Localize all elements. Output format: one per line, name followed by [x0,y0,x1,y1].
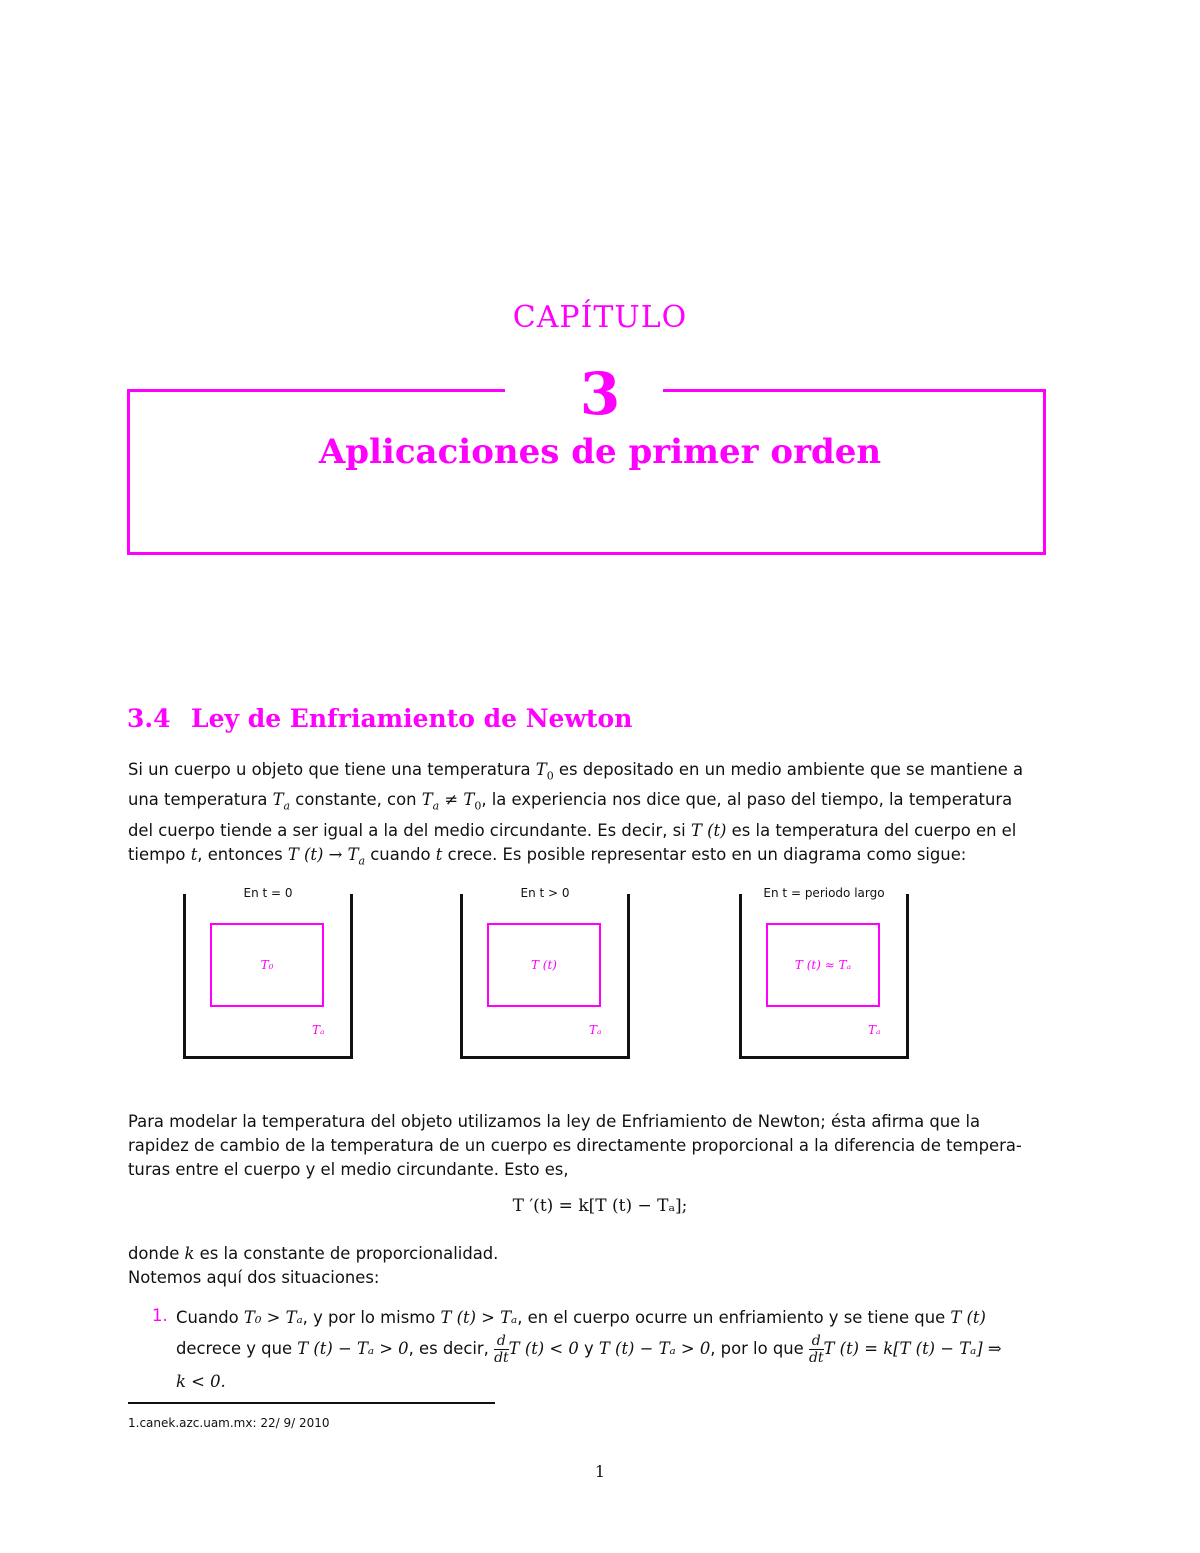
list-item-line-3: k < 0. [176,1372,226,1391]
ambient-temp: Tₐ [312,1023,325,1037]
intro-line-2: una temperatura $T_a$ constante, con $T_a \ne T_0$, la experiencia nos dice que, al paso del tiempo, la temperatura [128,790,1013,813]
model-line-3: turas entre el cuerpo y el medio circundante. Esto es, [128,1160,569,1179]
body-box [487,923,601,1007]
intro-paragraph [128,758,1046,873]
chapter-number: 3 [579,360,621,428]
after-line-1: donde k es la constante de proporcionalidad. [128,1244,499,1263]
chapter-title: Aplicaciones de primer orden [318,432,882,472]
model-line-2: rapidez de cambio de la temperatura de un cuerpo es directamente proporcional a la diferencia de tempera- [128,1136,1022,1155]
list-item-line-2: decrece y que T (t) − Tₐ > 0, es decir, $\frac{d}{dt}$ T (t) < 0 y T (t) − Tₐ > 0, por lo que $\frac{d}{dt}$ T (t) = k[T (t) − Tₐ] ⇒ [176,1333,1002,1366]
intro-line-4: tiempo t, entonces T $(t) \to T_a$ cuando t crece. Es posible representar esto en un diagrama como sigue: [128,844,967,867]
chapter-label: CAPÍTULO [512,300,688,335]
intro-line-3: del cuerpo tiende a ser igual a la del medio circundante. Es decir, si T (t) es la temperatura del cuerpo en el [128,820,1017,840]
diagram-label: En t > 0 [520,886,570,900]
list-item-line-1: Cuando T₀ > Tₐ, y por lo mismo T (t) > Tₐ, en el cuerpo ocurre un enfriamiento y se tiene que T (t) [176,1308,986,1327]
diagram-t-positive [460,886,630,1062]
body-temp: T₀ [260,958,274,972]
footnote-rule [128,1402,495,1404]
model-paragraph [128,1110,1046,1182]
diagram-label: En t = 0 [243,886,293,900]
section-title: Ley de Enfriamiento de Newton [191,704,633,733]
body-temp: T (t) [530,958,557,972]
page-number: 1 [594,1462,606,1481]
body-temp: T (t) ≈ Tₐ [794,958,852,972]
diagram-label: En t = periodo largo [763,886,885,900]
ambient-temp: Tₐ [868,1023,881,1037]
body-box [210,923,324,1007]
section-heading [127,704,632,733]
derivative-fraction: $\frac{d}{dt}$ [494,1333,509,1366]
derivative-fraction-2: $\frac{d}{dt}$ [808,1333,824,1366]
after-line-2: Notemos aquí dos situaciones: [128,1268,380,1287]
intro-line-1: Si un cuerpo u objeto que tiene una temperatura $T_0$ es depositado en un medio ambiente que se mantiene a [128,760,1024,783]
newton-equation: T ′(t) = k[T (t) − Tₐ]; [512,1196,688,1216]
list-bullet: 1. [152,1306,168,1325]
ambient-temp: Tₐ [589,1023,602,1037]
after-paragraph [128,1242,1046,1290]
diagram-t0 [183,886,353,1062]
diagram-t-long [739,886,909,1062]
body-box [766,923,880,1007]
section-number: 3.4 [127,704,171,733]
model-line-1: Para modelar la temperatura del objeto utilizamos la ley de Enfriamiento de Newton; ésta afirma que la [128,1112,981,1131]
footnote: 1.canek.azc.uam.mx: 22/ 9/ 2010 [128,1416,330,1430]
